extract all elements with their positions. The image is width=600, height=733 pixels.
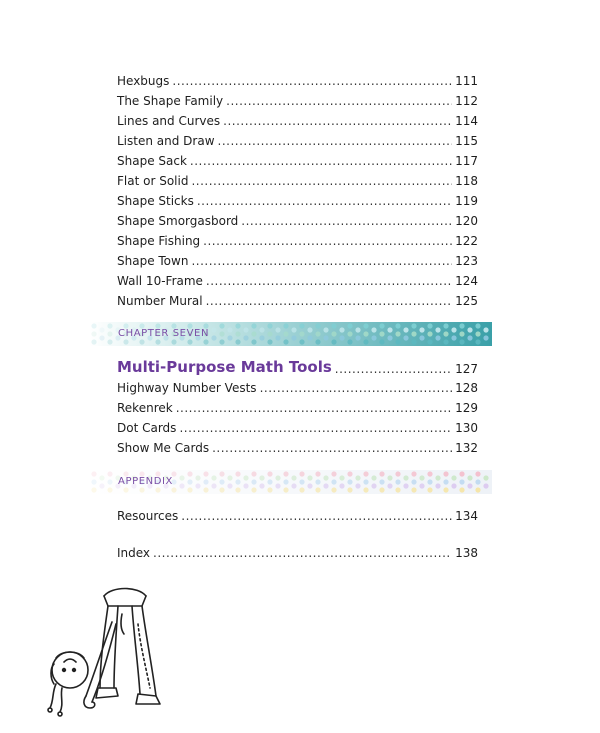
- banner-dot: [219, 479, 224, 484]
- banner-dot: [467, 483, 472, 488]
- dot-leader: [206, 274, 452, 288]
- toc-row[interactable]: [117, 397, 478, 415]
- banner-dot: [443, 339, 448, 344]
- banner-dot: [395, 471, 400, 476]
- banner-dot: [91, 339, 96, 344]
- toc-row[interactable]: [117, 150, 478, 168]
- banner-dot: [187, 471, 192, 476]
- banner-dot: [427, 487, 432, 492]
- banner-dot: [307, 335, 312, 340]
- banner-dot: [339, 483, 344, 488]
- banner-dot: [211, 335, 216, 340]
- toc-page-number: 138: [455, 546, 478, 560]
- toc-row[interactable]: [117, 210, 478, 228]
- banner-dot: [203, 471, 208, 476]
- banner-dot: [347, 339, 352, 344]
- banner-dot: [235, 479, 240, 484]
- banner-dot: [411, 331, 416, 336]
- banner-dot: [395, 339, 400, 344]
- banner-dot: [267, 323, 272, 328]
- banner-dot: [315, 339, 320, 344]
- banner-dot: [427, 479, 432, 484]
- toc-title: Shape Smorgasbord: [117, 214, 239, 228]
- dot-leader: [176, 401, 452, 415]
- banner-dot: [363, 339, 368, 344]
- banner-dot: [371, 475, 376, 480]
- banner-dot: [451, 483, 456, 488]
- chapter-heading-row[interactable]: [117, 354, 478, 376]
- banner-dot: [363, 331, 368, 336]
- toc-row[interactable]: [117, 437, 478, 455]
- toc-page-number: 119: [455, 194, 478, 208]
- toc-page-number: 123: [455, 254, 478, 268]
- dot-leader: [335, 362, 452, 376]
- banner-dot: [379, 339, 384, 344]
- toc-title: Show Me Cards: [117, 441, 210, 455]
- banner-dot: [339, 327, 344, 332]
- toc-title: Resources: [117, 509, 179, 523]
- banner-dot: [483, 327, 488, 332]
- banner-dot: [283, 471, 288, 476]
- banner-dot: [315, 479, 320, 484]
- banner-dot: [451, 327, 456, 332]
- banner-dot: [355, 335, 360, 340]
- banner-dot: [219, 487, 224, 492]
- toc-page-number: 129: [455, 401, 478, 415]
- banner-dot: [443, 479, 448, 484]
- appendix-label: APPENDIX: [118, 476, 174, 487]
- banner-dot: [387, 475, 392, 480]
- banner-dot: [267, 479, 272, 484]
- toc-title: Shape Fishing: [117, 234, 201, 248]
- banner-dot: [475, 339, 480, 344]
- banner-dot: [347, 479, 352, 484]
- banner-dot: [243, 483, 248, 488]
- dot-leader: [206, 294, 452, 308]
- banner-dot: [355, 327, 360, 332]
- banner-dot: [99, 483, 104, 488]
- banner-dot: [179, 483, 184, 488]
- banner-dot: [355, 475, 360, 480]
- banner-dot: [443, 487, 448, 492]
- banner-dot: [275, 327, 280, 332]
- banner-dot: [107, 339, 112, 344]
- banner-dot: [475, 487, 480, 492]
- banner-dot: [211, 327, 216, 332]
- banner-dot: [219, 339, 224, 344]
- toc-page-number: 115: [455, 134, 478, 148]
- banner-dot: [419, 327, 424, 332]
- banner-dot: [411, 487, 416, 492]
- banner-dot: [107, 323, 112, 328]
- banner-dot: [419, 483, 424, 488]
- banner-dot: [467, 335, 472, 340]
- banner-dot: [91, 487, 96, 492]
- banner-dot: [315, 487, 320, 492]
- banner-dot: [419, 335, 424, 340]
- banner-dot: [227, 335, 232, 340]
- banner-dot: [259, 335, 264, 340]
- banner-dot: [331, 479, 336, 484]
- child-bending-over-icon: [42, 584, 162, 724]
- dot-leader: [172, 74, 452, 88]
- banner-dot: [443, 323, 448, 328]
- banner-dot: [427, 323, 432, 328]
- banner-dot: [107, 487, 112, 492]
- banner-dot: [331, 323, 336, 328]
- banner-dot: [91, 471, 96, 476]
- banner-dot: [395, 479, 400, 484]
- toc-title: Highway Number Vests: [117, 381, 257, 395]
- banner-dot: [227, 483, 232, 488]
- banner-dot: [91, 323, 96, 328]
- banner-dot: [467, 327, 472, 332]
- toc-row[interactable]: [117, 377, 478, 395]
- banner-dot: [403, 335, 408, 340]
- toc-page-number: 120: [455, 214, 478, 228]
- dot-leader: [260, 381, 453, 395]
- banner-dot: [347, 487, 352, 492]
- banner-dot: [403, 483, 408, 488]
- dot-leader: [191, 254, 452, 268]
- banner-dot: [267, 331, 272, 336]
- banner-dot: [259, 483, 264, 488]
- toc-title: The Shape Family: [117, 94, 224, 108]
- toc-title: Shape Sack: [117, 154, 187, 168]
- banner-dot: [235, 471, 240, 476]
- banner-dot: [283, 479, 288, 484]
- banner-dot: [299, 339, 304, 344]
- banner-dot: [475, 331, 480, 336]
- appendix-banner: [90, 470, 492, 494]
- dot-leader: [179, 421, 452, 435]
- dot-leader: [191, 174, 452, 188]
- banner-dot: [251, 471, 256, 476]
- toc-row[interactable]: [117, 170, 478, 188]
- toc-page-number: 130: [455, 421, 478, 435]
- banner-dot: [411, 323, 416, 328]
- banner-dot: [107, 479, 112, 484]
- dot-leader: [203, 234, 452, 248]
- toc-row[interactable]: [117, 130, 478, 148]
- toc-row[interactable]: [117, 250, 478, 268]
- banner-dot: [299, 471, 304, 476]
- banner-dot: [283, 339, 288, 344]
- banner-dot: [275, 483, 280, 488]
- banner-dot: [475, 471, 480, 476]
- toc-row[interactable]: [117, 505, 478, 523]
- banner-dot: [283, 331, 288, 336]
- chapter-title: Multi-Purpose Math Tools: [117, 358, 332, 376]
- banner-dot: [235, 331, 240, 336]
- banner-dot: [187, 479, 192, 484]
- banner-dot: [267, 471, 272, 476]
- banner-dot: [291, 475, 296, 480]
- banner-dot: [435, 327, 440, 332]
- banner-dot: [459, 487, 464, 492]
- banner-dot: [187, 487, 192, 492]
- toc-page-number: 124: [455, 274, 478, 288]
- banner-dot: [451, 335, 456, 340]
- banner-dot: [211, 483, 216, 488]
- banner-dot: [459, 331, 464, 336]
- banner-dot: [435, 475, 440, 480]
- toc-title: Dot Cards: [117, 421, 177, 435]
- banner-dot: [291, 327, 296, 332]
- banner-dot: [355, 483, 360, 488]
- banner-dot: [251, 331, 256, 336]
- banner-dot: [443, 331, 448, 336]
- banner-dot: [227, 327, 232, 332]
- toc-row[interactable]: [117, 70, 478, 88]
- dot-leader: [218, 134, 453, 148]
- toc-title: Rekenrek: [117, 401, 173, 415]
- banner-dot: [347, 331, 352, 336]
- toc-title: Hexbugs: [117, 74, 170, 88]
- banner-dot: [243, 335, 248, 340]
- toc-page-number: 128: [455, 381, 478, 395]
- banner-dot: [331, 471, 336, 476]
- banner-dot: [107, 331, 112, 336]
- dot-leader: [197, 194, 452, 208]
- banner-dot: [363, 471, 368, 476]
- toc-page-number: 127: [455, 362, 478, 376]
- banner-dot: [307, 483, 312, 488]
- banner-dot: [195, 475, 200, 480]
- banner-dot: [235, 487, 240, 492]
- banner-dot: [195, 483, 200, 488]
- banner-dot: [259, 327, 264, 332]
- banner-dot: [323, 475, 328, 480]
- toc-row[interactable]: [117, 542, 478, 560]
- banner-dot: [387, 335, 392, 340]
- banner-dot: [379, 479, 384, 484]
- banner-dot: [379, 471, 384, 476]
- banner-dot: [299, 331, 304, 336]
- banner-dot: [435, 335, 440, 340]
- banner-dot: [315, 331, 320, 336]
- banner-dot: [251, 323, 256, 328]
- banner-dot: [99, 335, 104, 340]
- banner-dot: [379, 323, 384, 328]
- toc-title: Index: [117, 546, 151, 560]
- banner-dot: [235, 323, 240, 328]
- toc-page-number: 122: [455, 234, 478, 248]
- toc-title: Wall 10-Frame: [117, 274, 203, 288]
- toc-row[interactable]: [117, 270, 478, 288]
- banner-dot: [403, 475, 408, 480]
- banner-dot: [331, 487, 336, 492]
- banner-dot: [435, 483, 440, 488]
- banner-dot: [291, 483, 296, 488]
- banner-dot: [371, 335, 376, 340]
- banner-dot: [363, 487, 368, 492]
- banner-dot: [475, 479, 480, 484]
- banner-dot: [283, 487, 288, 492]
- dot-leader: [181, 509, 452, 523]
- banner-dot: [483, 335, 488, 340]
- banner-dot: [411, 471, 416, 476]
- banner-dot: [459, 479, 464, 484]
- banner-dot: [379, 487, 384, 492]
- toc-page-number: 114: [455, 114, 478, 128]
- banner-dot: [275, 475, 280, 480]
- banner-dot: [395, 487, 400, 492]
- banner-dot: [99, 475, 104, 480]
- toc-page-number: 132: [455, 441, 478, 455]
- banner-dot: [275, 335, 280, 340]
- toc-title: Shape Sticks: [117, 194, 194, 208]
- banner-dot: [427, 331, 432, 336]
- toc-title: Shape Town: [117, 254, 189, 268]
- banner-dot: [99, 327, 104, 332]
- banner-dot: [203, 487, 208, 492]
- banner-dot: [235, 339, 240, 344]
- banner-dot: [483, 475, 488, 480]
- dot-leader: [226, 94, 452, 108]
- toc-title: Lines and Curves: [117, 114, 221, 128]
- chapter-seven-banner: [90, 322, 492, 346]
- toc-row[interactable]: [117, 230, 478, 248]
- banner-dot: [219, 323, 224, 328]
- toc-title: Listen and Draw: [117, 134, 215, 148]
- banner-dot: [267, 339, 272, 344]
- banner-dot: [251, 479, 256, 484]
- toc-row[interactable]: [117, 110, 478, 128]
- banner-dot: [347, 323, 352, 328]
- banner-dot: [315, 471, 320, 476]
- banner-dot: [339, 475, 344, 480]
- banner-dot: [459, 339, 464, 344]
- banner-dot: [411, 339, 416, 344]
- dot-leader: [212, 441, 452, 455]
- banner-dot: [179, 475, 184, 480]
- banner-dot: [307, 475, 312, 480]
- banner-dot: [299, 479, 304, 484]
- toc-page-number: 111: [455, 74, 478, 88]
- banner-dot: [251, 339, 256, 344]
- dot-leader: [223, 114, 452, 128]
- toc-page-number: 125: [455, 294, 478, 308]
- banner-dot: [243, 475, 248, 480]
- banner-dot: [395, 323, 400, 328]
- banner-dot: [331, 339, 336, 344]
- banner-dot: [347, 471, 352, 476]
- banner-dot: [291, 335, 296, 340]
- banner-dot: [363, 479, 368, 484]
- dot-leader: [190, 154, 452, 168]
- banner-dot: [299, 487, 304, 492]
- banner-dot: [427, 339, 432, 344]
- banner-dot: [387, 483, 392, 488]
- banner-dot: [459, 471, 464, 476]
- dot-leader: [153, 546, 452, 560]
- toc-page-number: 118: [455, 174, 478, 188]
- banner-dot: [459, 323, 464, 328]
- banner-dot: [299, 323, 304, 328]
- banner-dot: [339, 335, 344, 340]
- banner-dot: [283, 323, 288, 328]
- banner-dot: [371, 327, 376, 332]
- banner-dot: [323, 327, 328, 332]
- banner-dot: [323, 483, 328, 488]
- toc-page-number: 117: [455, 154, 478, 168]
- banner-dot: [259, 475, 264, 480]
- banner-dot: [91, 331, 96, 336]
- toc-row[interactable]: [117, 290, 478, 308]
- toc-row[interactable]: [117, 190, 478, 208]
- banner-dot: [387, 327, 392, 332]
- banner-dot: [91, 479, 96, 484]
- banner-dot: [475, 323, 480, 328]
- banner-dot: [219, 471, 224, 476]
- toc-title: Number Mural: [117, 294, 203, 308]
- banner-dot: [363, 323, 368, 328]
- banner-dot: [411, 479, 416, 484]
- toc-page-number: 112: [455, 94, 478, 108]
- banner-dot: [331, 331, 336, 336]
- toc-row[interactable]: [117, 417, 478, 435]
- banner-dot: [483, 483, 488, 488]
- banner-dot: [243, 327, 248, 332]
- banner-dot: [467, 475, 472, 480]
- chapter-label: CHAPTER SEVEN: [118, 328, 210, 339]
- toc-title: Flat or Solid: [117, 174, 189, 188]
- banner-dot: [211, 475, 216, 480]
- banner-dot: [203, 479, 208, 484]
- banner-dot: [219, 331, 224, 336]
- banner-dot: [267, 487, 272, 492]
- banner-dot: [323, 335, 328, 340]
- banner-dot: [403, 327, 408, 332]
- banner-dot: [427, 471, 432, 476]
- banner-dot: [443, 471, 448, 476]
- banner-dot: [227, 475, 232, 480]
- banner-dot: [419, 475, 424, 480]
- toc-page-number: 134: [455, 509, 478, 523]
- banner-dot: [379, 331, 384, 336]
- banner-dot: [107, 471, 112, 476]
- banner-dot: [371, 483, 376, 488]
- banner-dot: [307, 327, 312, 332]
- banner-dot: [251, 487, 256, 492]
- banner-dot: [395, 331, 400, 336]
- toc-row[interactable]: [117, 90, 478, 108]
- banner-dot: [315, 323, 320, 328]
- dot-leader: [241, 214, 452, 228]
- banner-dot: [451, 475, 456, 480]
